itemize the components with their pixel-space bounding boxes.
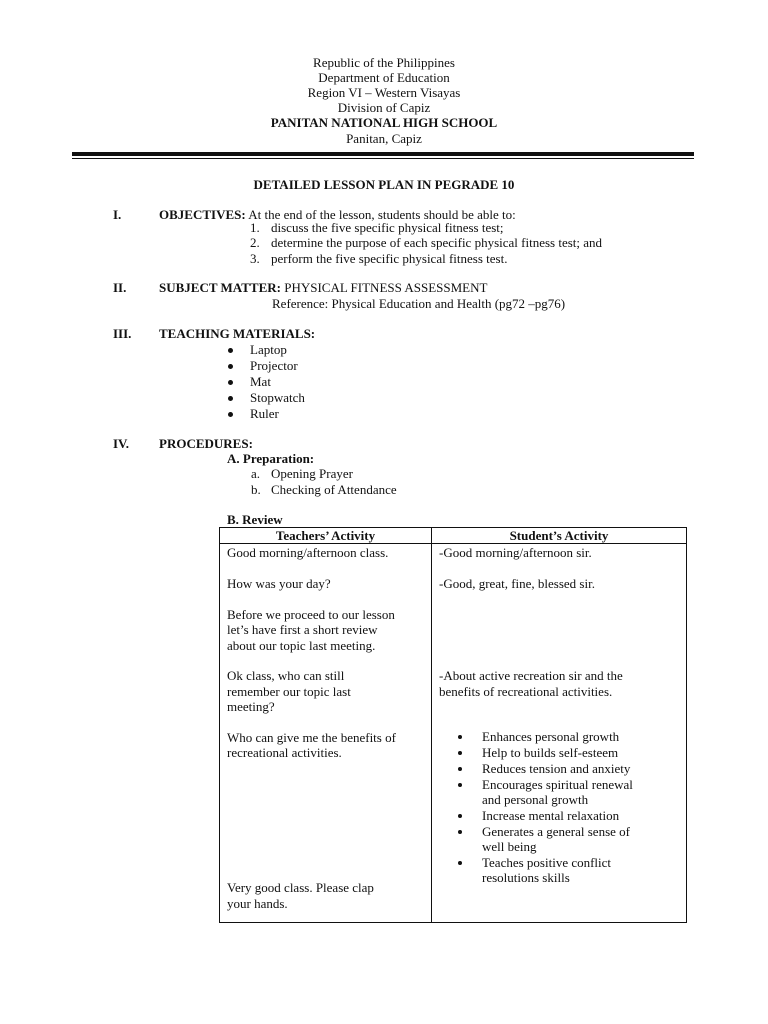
review-label: B. Review <box>227 512 283 527</box>
bullet-icon <box>228 396 233 401</box>
material-item: Mat <box>250 374 271 389</box>
bullet-icon <box>458 830 462 834</box>
students-activity-header: Student’s Activity <box>432 528 687 544</box>
bullet-icon <box>228 348 233 353</box>
header-divider-thin <box>72 158 694 159</box>
table-header-row <box>220 528 687 544</box>
preparation-label: A. Preparation: <box>227 451 315 466</box>
bullet-icon <box>458 751 462 755</box>
objective-num-2: 2. <box>250 235 260 250</box>
bullet-icon <box>458 767 462 771</box>
procedures-number: IV. <box>113 436 130 451</box>
student-line: benefits of recreational activities. <box>439 684 613 699</box>
material-item: Stopwatch <box>250 390 305 405</box>
teacher-line: How was your day? <box>227 576 331 591</box>
bullet-icon <box>458 814 462 818</box>
header-line-1: Republic of the Philippines <box>313 55 455 70</box>
material-item: Projector <box>250 358 298 373</box>
bullet-icon <box>228 380 233 385</box>
benefit-item: Enhances personal growth <box>482 729 620 744</box>
objective-num-1: 1. <box>250 220 260 235</box>
teacher-line: about our topic last meeting. <box>227 638 376 653</box>
table-row <box>220 544 687 923</box>
objective-num-3: 3. <box>250 251 260 266</box>
prep-item-num: b. <box>251 482 261 497</box>
teacher-activity-cell <box>220 544 432 923</box>
benefit-item-continued: and personal growth <box>482 792 589 807</box>
objective-text-3: perform the five specific physical fitness test. <box>271 251 508 266</box>
benefit-item: Reduces tension and anxiety <box>482 761 631 776</box>
bullet-icon <box>458 783 462 787</box>
objective-text-2: determine the purpose of each specific physical fitness test; and <box>271 235 603 250</box>
header-divider-thick <box>72 152 694 156</box>
subject-number: II. <box>113 280 127 295</box>
benefit-item: Teaches positive conflict <box>482 855 612 870</box>
student-line: -About active recreation sir and the <box>439 668 623 683</box>
benefit-item: Increase mental relaxation <box>482 808 620 823</box>
materials-number: III. <box>113 326 132 341</box>
procedures-label: PROCEDURES: <box>159 436 253 451</box>
bullet-icon <box>458 735 462 739</box>
benefit-item: Encourages spiritual renewal <box>482 777 633 792</box>
teacher-line: Who can give me the benefits of <box>227 730 396 745</box>
student-line: -Good morning/afternoon sir. <box>439 545 592 560</box>
subject-reference: Reference: Physical Education and Health (pg72 –pg76) <box>272 296 566 311</box>
objectives-label: OBJECTIVES: <box>159 207 246 222</box>
objectives-intro: At the end of the lesson, students should be able to: <box>245 207 516 222</box>
document-title: DETAILED LESSON PLAN IN PEGRADE 10 <box>253 177 515 192</box>
teacher-line: let’s have first a short review <box>227 622 378 637</box>
subject-value: PHYSICAL FITNESS ASSESSMENT <box>280 280 488 295</box>
teacher-line: Good morning/afternoon class. <box>227 545 389 560</box>
prep-item-num: a. <box>251 466 261 481</box>
header-line-4: Division of Capiz <box>337 100 431 115</box>
subject-heading <box>159 280 487 296</box>
teacher-line: Very good class. Please clap <box>227 880 374 895</box>
school-name: PANITAN NATIONAL HIGH SCHOOL <box>270 115 498 130</box>
bullet-icon <box>228 364 233 369</box>
benefit-item: Generates a general sense of <box>482 824 630 839</box>
teacher-line: Ok class, who can still <box>227 668 345 683</box>
student-activity-cell <box>432 544 687 923</box>
school-location: Panitan, Capiz <box>346 131 422 146</box>
bullet-icon <box>458 861 462 865</box>
material-item: Ruler <box>250 406 279 421</box>
benefit-item-continued: well being <box>482 839 537 854</box>
prep-item-text: Opening Prayer <box>271 466 353 481</box>
benefit-item-continued: resolutions skills <box>482 870 570 885</box>
header-line-2: Department of Education <box>318 70 450 85</box>
teacher-line: Before we proceed to our lesson <box>227 607 395 622</box>
student-line: -Good, great, fine, blessed sir. <box>439 576 595 591</box>
subject-label: SUBJECT MATTER: <box>159 280 281 295</box>
bullet-icon <box>228 412 233 417</box>
material-item: Laptop <box>250 342 287 357</box>
teacher-line: remember our topic last <box>227 684 351 699</box>
objectives-number: I. <box>113 207 122 222</box>
teachers-activity-header: Teachers’ Activity <box>220 528 432 544</box>
teacher-line: meeting? <box>227 699 275 714</box>
objective-text-1: discuss the five specific physical fitness test; <box>271 220 504 235</box>
review-table <box>219 527 687 923</box>
prep-item-text: Checking of Attendance <box>271 482 397 497</box>
teacher-line: recreational activities. <box>227 745 342 760</box>
header-line-3: Region VI – Western Visayas <box>307 85 461 100</box>
teacher-line: your hands. <box>227 896 288 911</box>
materials-label: TEACHING MATERIALS: <box>159 326 316 341</box>
benefit-item: Help to builds self-esteem <box>482 745 619 760</box>
